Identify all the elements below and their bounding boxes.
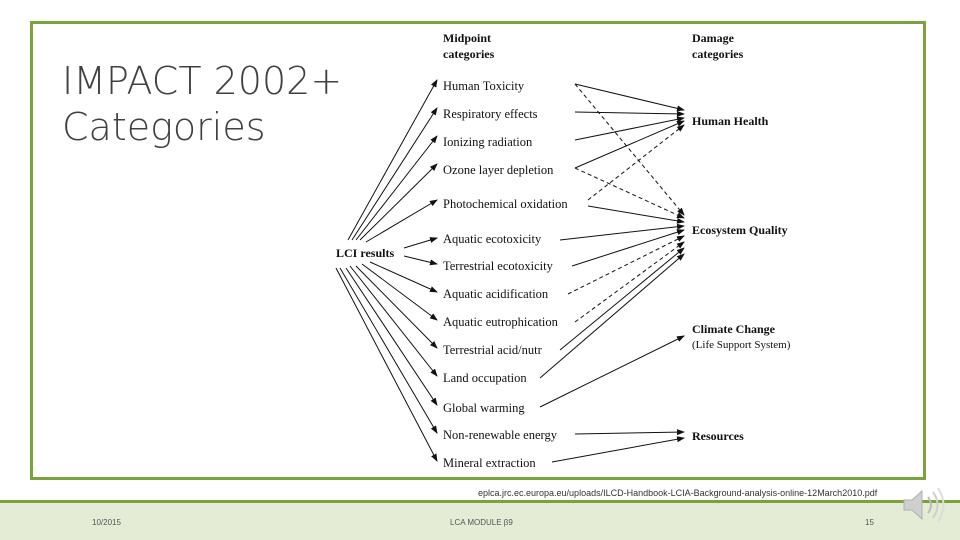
midpoint-label: Aquatic acidification: [443, 287, 549, 301]
damage-arrow: [575, 121, 684, 168]
lci-arrow: [356, 266, 437, 348]
damage-arrow: [575, 432, 684, 434]
lci-arrow: [346, 268, 437, 405]
lci-arrows: [336, 80, 437, 461]
source-citation: eplca.jrc.ec.europa.eu/uploads/ILCD-Handbook-LCIA-Background-analysis-online-12March2010.pdf: [478, 488, 878, 498]
lci-arrow: [404, 238, 437, 248]
damage-arrow: [588, 206, 684, 222]
arrows-to-climate-change: [540, 336, 684, 407]
arrows-to-human-health: [575, 84, 684, 200]
damage-arrow: [575, 118, 684, 140]
midpoint-label: Ionizing radiation: [443, 135, 533, 149]
damage-sublabel: (Life Support System): [692, 339, 791, 351]
midpoint-label: Aquatic ecotoxicity: [443, 232, 542, 246]
header-damage-2: categories: [692, 47, 744, 61]
arrows-to-ecosystem-quality: [540, 84, 684, 378]
midpoint-label: Terrestrial acid/nutr: [443, 343, 542, 357]
damage-arrow: [560, 248, 684, 350]
damage-arrow: [575, 168, 684, 218]
damage-label-ecosystem-quality: Ecosystem Quality: [692, 223, 788, 237]
midpoint-label: Human Toxicity: [443, 79, 525, 93]
header-damage-1: Damage: [692, 31, 734, 45]
midpoint-label: Global warming: [443, 401, 525, 415]
midpoint-label: Terrestrial ecotoxicity: [443, 259, 553, 273]
midpoint-label: Non-renewable energy: [443, 428, 557, 442]
midpoint-label: Mineral extraction: [443, 456, 536, 470]
damage-arrow: [560, 226, 684, 240]
lci-arrow: [352, 108, 437, 240]
page-number: 15: [865, 518, 874, 527]
lci-arrow: [362, 264, 437, 320]
midpoint-label: Photochemical oxidation: [443, 197, 568, 211]
footer-center-text: LCA MODULE β9: [450, 518, 513, 527]
damage-label-climate-change: Climate Change: [692, 322, 775, 336]
midpoint-label: Aquatic eutrophication: [443, 315, 558, 329]
footer-date: 10/2015: [92, 518, 121, 527]
damage-label-human-health: Human Health: [692, 114, 769, 128]
audio-speaker-icon[interactable]: [900, 482, 950, 528]
lci-arrow: [340, 268, 437, 433]
damage-arrow: [588, 125, 684, 200]
title-line-2: Categories: [62, 105, 266, 149]
midpoint-label: Ozone layer depletion: [443, 163, 554, 177]
damage-arrow: [572, 230, 684, 266]
damage-arrow: [540, 336, 684, 407]
header-midpoint-2: categories: [443, 47, 495, 61]
lci-arrow: [360, 164, 437, 240]
damage-arrow: [575, 242, 684, 322]
damage-arrow: [575, 84, 684, 110]
lci-arrow: [404, 256, 437, 264]
header-midpoint-1: Midpoint: [443, 31, 492, 45]
damage-arrow: [568, 236, 684, 294]
midpoint-label: Respiratory effects: [443, 107, 538, 121]
damage-arrow: [552, 438, 684, 462]
damage-arrow: [540, 254, 684, 378]
lci-results-label: LCI results: [336, 246, 395, 260]
damage-label-resources: Resources: [692, 429, 744, 443]
lci-arrow: [366, 200, 437, 242]
arrows-to-resources: [552, 432, 684, 462]
midpoint-label: Land occupation: [443, 371, 527, 385]
damage-arrow: [575, 112, 684, 114]
lci-arrow: [348, 80, 437, 240]
damage-arrow: [575, 84, 684, 215]
title-line-1: IMPACT 2002+: [62, 59, 343, 103]
